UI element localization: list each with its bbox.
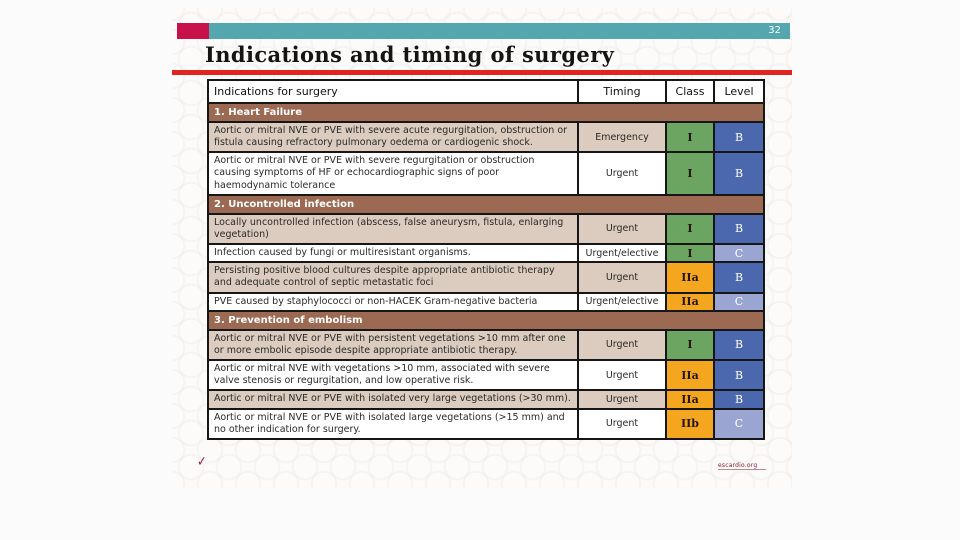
level-cell: B [714, 262, 764, 292]
timing-cell: Urgent [578, 360, 666, 390]
header-timing: Timing [578, 80, 666, 103]
table-row [208, 330, 764, 360]
table-row [208, 390, 764, 408]
header-level: Level [714, 80, 764, 103]
timing-cell: Urgent/elective [578, 293, 666, 311]
class-cell: IIa [666, 293, 714, 311]
class-cell: I [666, 244, 714, 262]
section-title: 3. Prevention of embolism [208, 311, 764, 330]
indication-cell: Aortic or mitral NVE with vegetations >10 mm, associated with severe valve stenosis or regurgitation, and low operative risk. [208, 360, 578, 390]
section-row [208, 311, 764, 330]
timing-cell: Urgent [578, 214, 666, 244]
title-underline [172, 70, 792, 75]
slide [172, 8, 792, 488]
table-row [208, 122, 764, 152]
table-row [208, 262, 764, 292]
accent-block [177, 23, 209, 39]
level-cell: B [714, 360, 764, 390]
level-cell: B [714, 122, 764, 152]
indication-cell: PVE caused by staphylococci or non-HACEK Gram-negative bacteria [208, 293, 578, 311]
indication-cell: Aortic or mitral NVE or PVE with isolated very large vegetations (>30 mm). [208, 390, 578, 408]
class-cell: I [666, 152, 714, 194]
level-cell: B [714, 214, 764, 244]
table-row [208, 360, 764, 390]
class-cell: I [666, 122, 714, 152]
table-row [208, 244, 764, 262]
timing-cell: Urgent/elective [578, 244, 666, 262]
slide-title: Indications and timing of surgery [205, 42, 615, 67]
indication-cell: Aortic or mitral NVE or PVE with severe acute regurgitation, obstruction or fistula causing refractory pulmonary oedema or cardiogenic shock. [208, 122, 578, 152]
level-cell: B [714, 330, 764, 360]
watermark: escardio.org [718, 462, 766, 470]
page-number: 32 [768, 25, 781, 36]
level-cell: C [714, 409, 764, 439]
teal-bar [209, 23, 790, 39]
timing-cell: Urgent [578, 330, 666, 360]
class-cell: IIa [666, 262, 714, 292]
indication-cell: Aortic or mitral NVE or PVE with severe regurgitation or obstruction causing symptoms of HF or echocardiographic signs of poor haemodynamic tolerance [208, 152, 578, 194]
table-row [208, 293, 764, 311]
timing-cell: Urgent [578, 390, 666, 408]
level-cell: C [714, 293, 764, 311]
table-body [208, 103, 764, 439]
header-indications: Indications for surgery [208, 80, 578, 103]
timing-cell: Emergency [578, 122, 666, 152]
class-cell: IIa [666, 360, 714, 390]
class-cell: I [666, 214, 714, 244]
class-cell: I [666, 330, 714, 360]
class-cell: IIb [666, 409, 714, 439]
table-row [208, 152, 764, 194]
section-row [208, 103, 764, 122]
indication-cell: Infection caused by fungi or multiresistant organisms. [208, 244, 578, 262]
top-bar [177, 23, 790, 39]
timing-cell: Urgent [578, 409, 666, 439]
indication-cell: Aortic or mitral NVE or PVE with persistent vegetations >10 mm after one or more embolic episode despite appropriate antibiotic therapy. [208, 330, 578, 360]
red-check-mark: ✓ [197, 454, 207, 470]
section-title: 2. Uncontrolled infection [208, 195, 764, 214]
level-cell: B [714, 152, 764, 194]
indications-table [207, 79, 765, 440]
table-header-row [208, 80, 764, 103]
class-cell: IIa [666, 390, 714, 408]
level-cell: C [714, 244, 764, 262]
section-row [208, 195, 764, 214]
indication-cell: Persisting positive blood cultures despite appropriate antibiotic therapy and adequate control of septic metastatic foci [208, 262, 578, 292]
header-class: Class [666, 80, 714, 103]
section-title: 1. Heart Failure [208, 103, 764, 122]
indication-cell: Aortic or mitral NVE or PVE with isolated large vegetations (>15 mm) and no other indication for surgery. [208, 409, 578, 439]
table-row [208, 214, 764, 244]
indication-cell: Locally uncontrolled infection (abscess, false aneurysm, fistula, enlarging vegetation) [208, 214, 578, 244]
level-cell: B [714, 390, 764, 408]
table-row [208, 409, 764, 439]
timing-cell: Urgent [578, 262, 666, 292]
timing-cell: Urgent [578, 152, 666, 194]
